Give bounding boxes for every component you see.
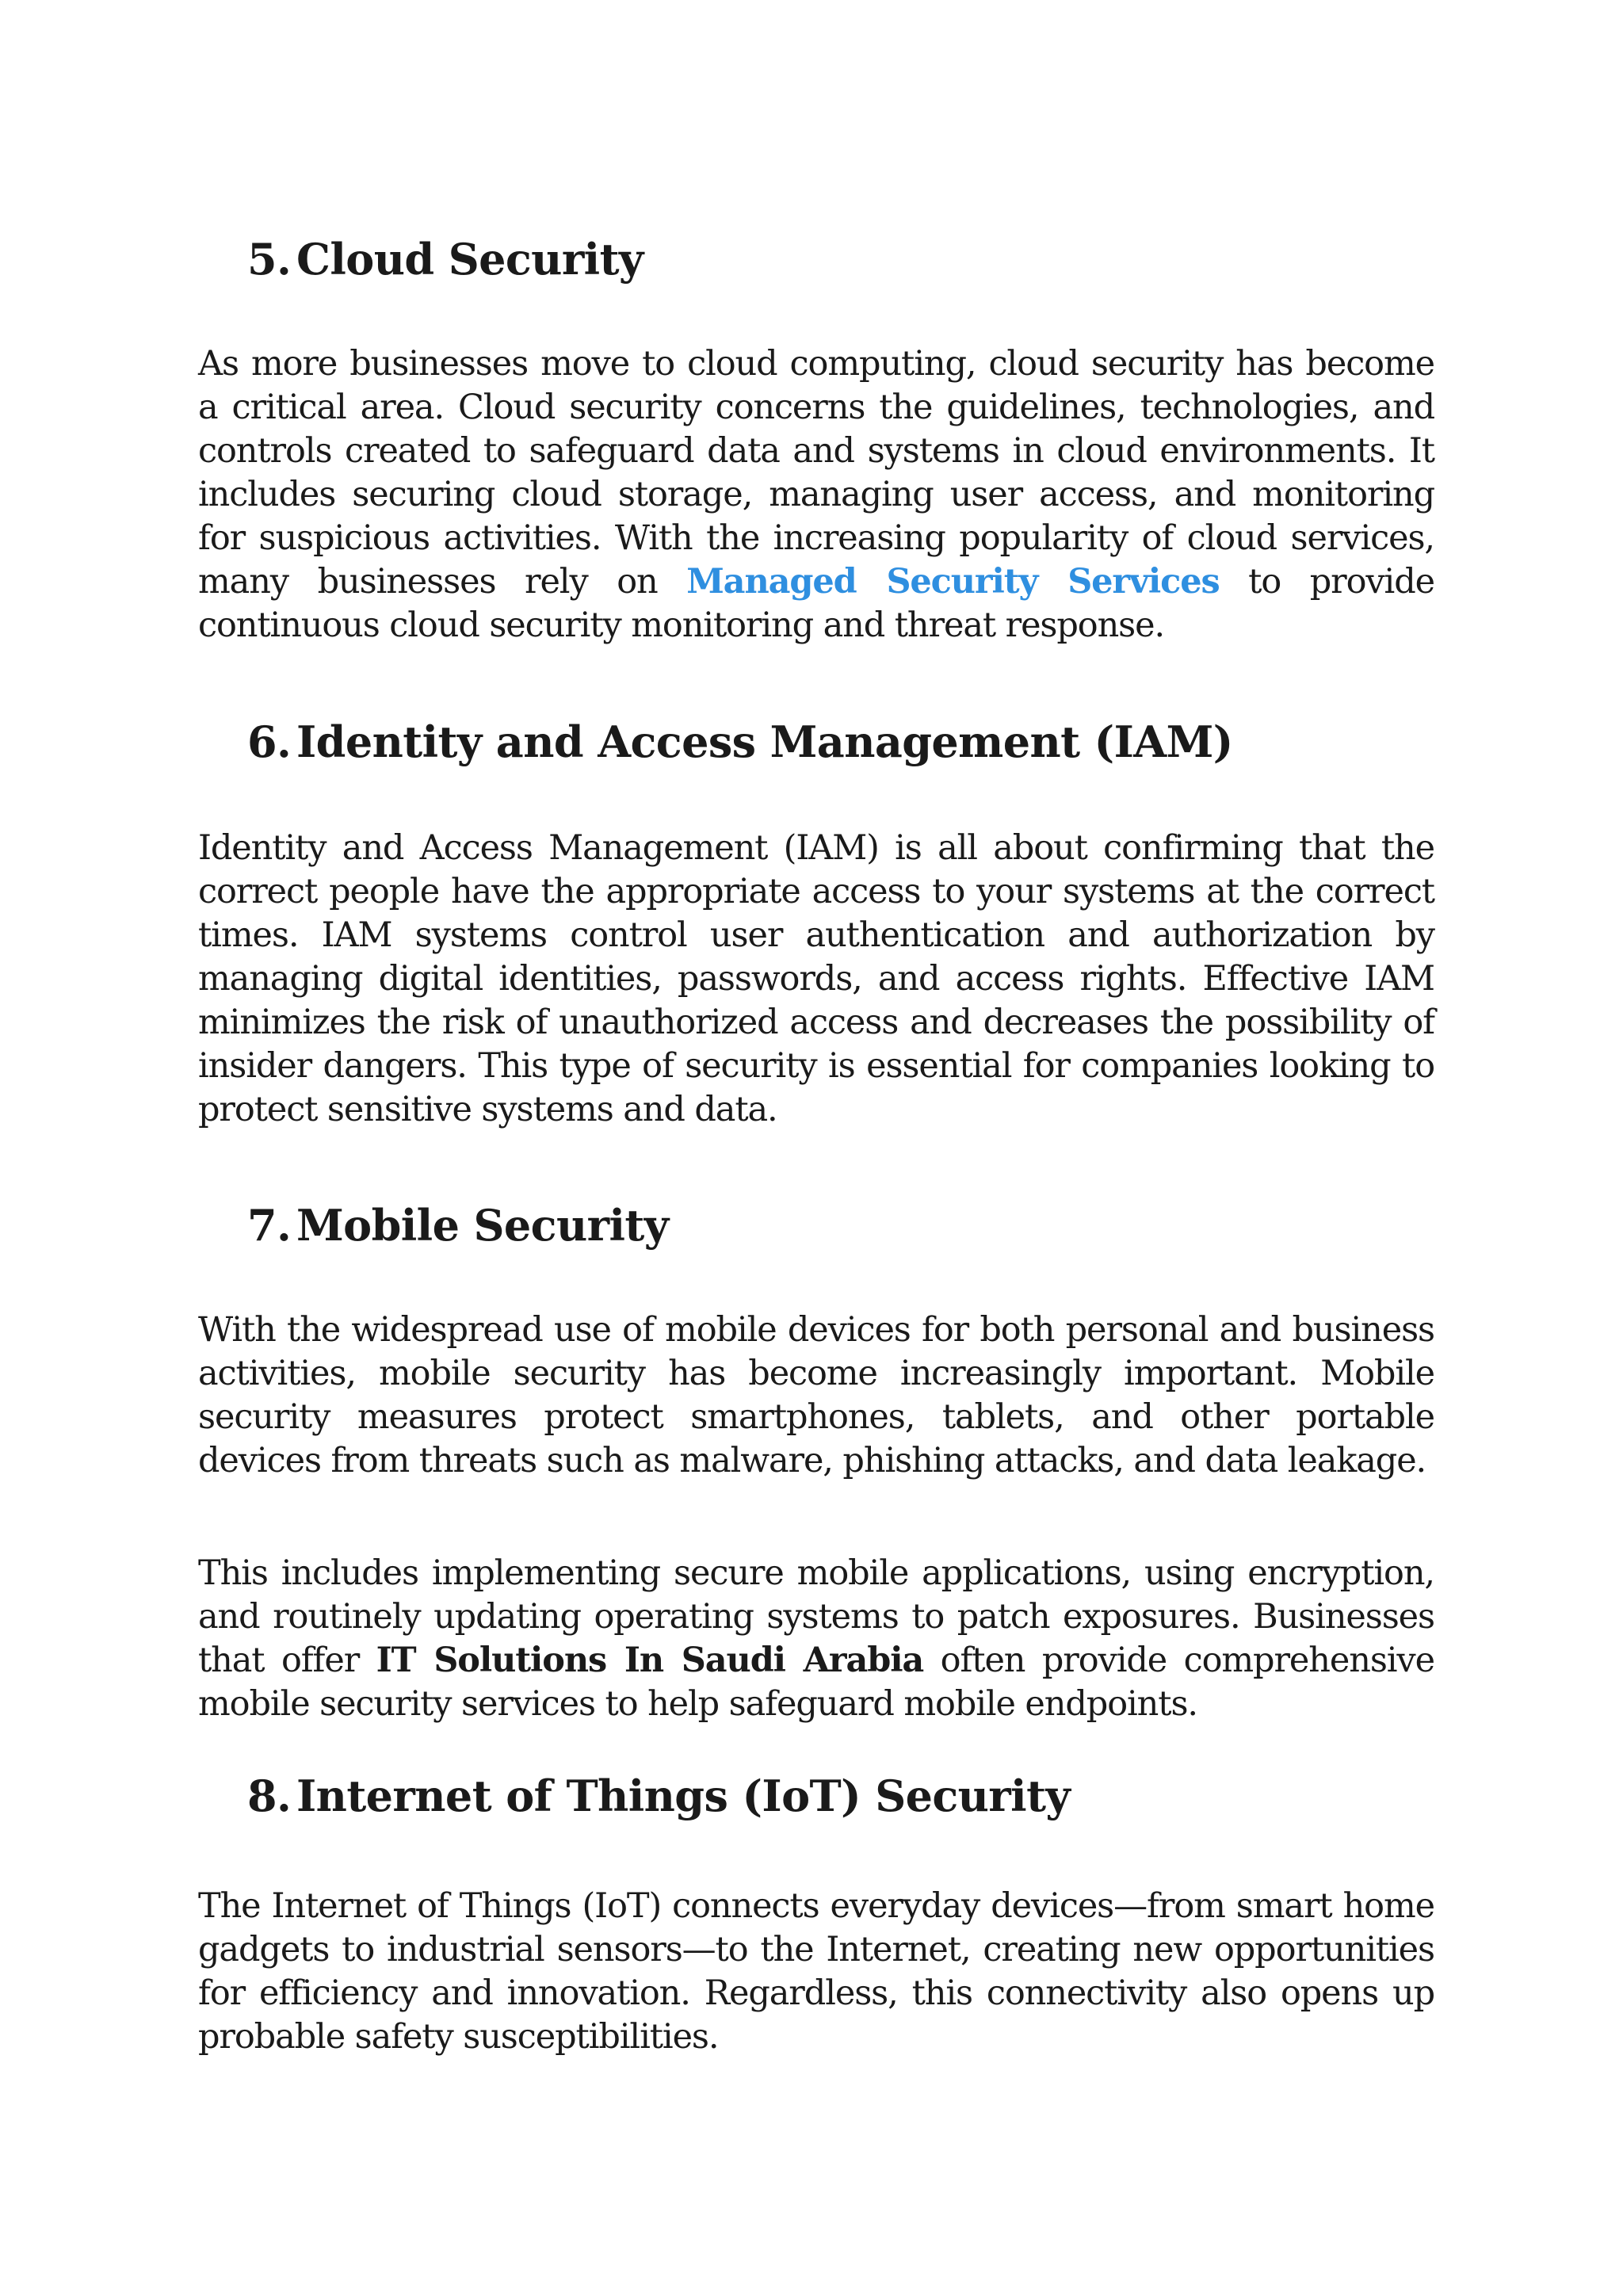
section-heading-cloud-security (247, 234, 643, 285)
paragraph-text: This includes implementing secure mobile applications, using encryption, and routinely updating operating systems to patch exposures. Businesses that offer (198, 1553, 1434, 1680)
paragraph-text: often provide comprehensive mobile security services to help safeguard mobile endpoints. (198, 1641, 1434, 1724)
mobile-security-paragraph-2 (198, 1552, 1434, 1726)
section-number: 8. (247, 1771, 292, 1821)
section-title: Internet of Things (IoT) Security (296, 1771, 1071, 1821)
section-title: Identity and Access Management (IAM) (296, 716, 1233, 767)
managed-security-services-link[interactable]: Managed Security Services (686, 562, 1220, 602)
section-heading-mobile-security (247, 1200, 669, 1251)
section-number: 7. (247, 1200, 292, 1251)
section-heading-iam (247, 716, 1233, 767)
section-number: 6. (247, 716, 292, 767)
section-title: Cloud Security (296, 234, 643, 285)
it-solutions-saudi-arabia-text: IT Solutions In Saudi Arabia (376, 1641, 924, 1680)
iam-paragraph: Identity and Access Management (IAM) is all about confirming that the correct people have the appropriate access to your systems at the correct times. IAM systems control user authentication and authorization by managing digital identities, passwords, and access rights. Effective IAM minimizes the risk of unauthorized access and decreases the possibility of insider dangers. This type of security is essential for companies looking to protect sensitive systems and data. (198, 828, 1434, 1129)
mobile-security-paragraph-1: With the widespread use of mobile devices for both personal and business activities, mobile security has become increasingly important. Mobile security measures protect smartphones, tablets, and other portable devices from threats such as malware, phishing attacks, and data leakage. (198, 1310, 1434, 1480)
section-title: Mobile Security (296, 1200, 669, 1251)
iot-security-paragraph: The Internet of Things (IoT) connects everyday devices—from smart home gadgets to industrial sensors—to the Internet, creating new opportunities for efficiency and innovation. Regardless, this connectivity also opens up probable safety susceptibilities. (198, 1886, 1434, 2057)
section-number: 5. (247, 234, 292, 285)
paragraph-text: As more businesses move to cloud computing, cloud security has become a critical area. Cloud security concerns the guidelines, technologies, and controls created to safeguard data and systems in cloud environments. It includes securing cloud storage, managing user access, and monitoring for suspicious activities. With the increasing popularity of cloud services, many businesses rely on (198, 344, 1434, 602)
section-heading-iot-security (247, 1771, 1070, 1821)
paragraph-text: to provide continuous cloud security monitoring and threat response. (198, 562, 1434, 645)
cloud-security-paragraph (198, 342, 1434, 648)
